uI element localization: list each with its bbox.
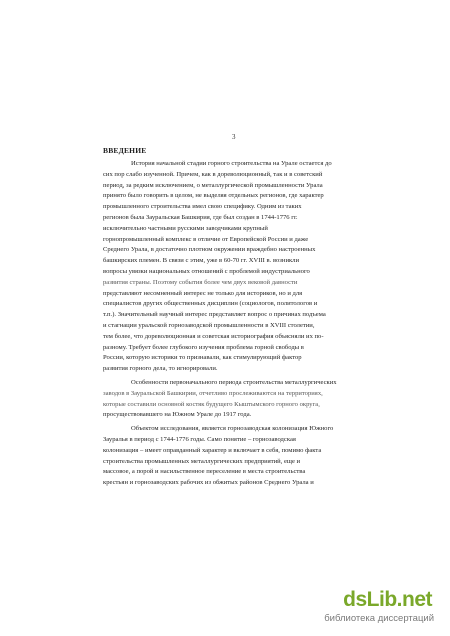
text-line: История начальной стадии горного строительства на Урале остается до [131,160,332,167]
text-line: представляют несомненный интерес не только для историков, но и для [103,289,303,297]
text-line: России, которую историки то признавали, как стимулирующий фактор [103,354,302,362]
text-line: разному. Требует более глубокого изучения проблема горной свободы в [103,343,304,351]
text-line: горнопромышленный комплекс в отличие от Европейской России и даже [103,235,309,243]
paragraph-3 [103,424,357,489]
text-line: вопросы увязки национальных отношений с проблемой индустриального [103,267,310,275]
text-line: Особенности первоначального периода строительства металлургических [131,378,337,386]
text-line: массовое, а порой и насильственное переселение в места строительства [103,468,306,476]
text-line: сих пор слабо изученной. Причем, как в дореволюционный, так и в советский [103,170,323,178]
text-line: заводов в Зауральской Башкирии, отчетливо прослеживаются на территориях, [103,389,323,397]
text-line: просуществовавшего на Южном Урале до 1917 года. [103,411,252,419]
section-heading: ВВЕДЕНИЕ [103,146,147,155]
text-line: башкирских племен. В связи с этим, уже в 60-70 гг. XVIII в. возникли [103,257,299,265]
text-line: и стагнации уральской горнозаводской промышленности в XVIII столетии, [103,321,315,329]
text-line: исключительно частными русскими заводчиками крупный [103,224,268,232]
page-number: 3 [232,133,236,141]
paragraph-2 [103,378,357,421]
text-line: которые составили основной костяк будущего Кыштымского горного округа, [103,400,320,408]
text-line: крестьян и горнозаводских рабочих из обжитых районов Среднего Урала и [103,479,314,487]
text-line: Зауралья в период с 1744-1776 годы. Само понятие – горнозаводская [103,435,296,443]
text-line: колонизация – имеет оправданный характер и включает в себя, помимо факта [103,446,322,454]
body-text [103,159,357,489]
watermark [296,588,436,628]
text-line: тем более, что дореволюционная и советская историография объясняли их по- [103,332,324,340]
text-line: Объектом исследования, является горнозаводская колонизация Южного [131,425,334,433]
watermark-subtitle: библиотека диссертаций [324,613,434,624]
text-line: принято было говорить в целом, не выделяя отдельных регионов, где характер [103,192,324,200]
paragraph-1 [103,159,357,375]
text-line: период, за редким исключением, о металлургической промышленности Урала [103,181,323,189]
watermark-logo: dsLib.net [343,588,432,611]
text-line: т.п.). Значительный научный интерес представляет вопрос о причинах подъема [103,311,326,319]
text-line: Среднего Урала, в достаточно плотном окружении враждебно настроенных [103,246,316,254]
text-line: развития страны. Поэтому события более чем двух вековой давности [103,278,298,286]
text-line: промышленного строительства имел свою специфику. Одним из таких [103,203,302,211]
text-line: строительства промышленных металлургических предприятий, еще и [103,457,301,465]
text-line: развития горного дела, то игнорировали. [103,365,218,373]
text-line: специалистов других общественных дисциплин (социологов, политологов и [103,300,318,308]
text-line: регионов была Зауральская Башкирия, где был создан в 1744-1776 гг. [103,213,298,221]
